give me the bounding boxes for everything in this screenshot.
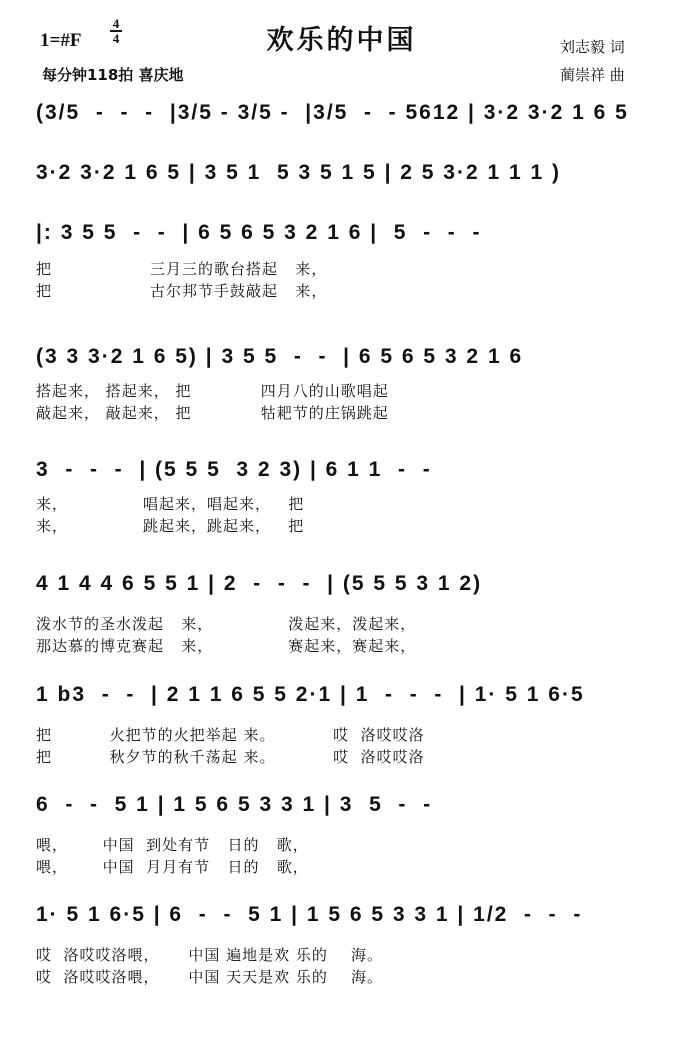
time-signature [110,17,122,45]
lyric-verse-2: 把 秋夕节的秋千荡起 来。 哎 洛哎哎洛 [36,748,425,766]
tempo-marking: 每分钟118拍 喜庆地 [42,66,184,84]
score-system-4 [36,342,652,424]
score-system-8 [36,790,652,878]
lyric-verse-2: 哎 洛哎哎洛喂， 中国 天天是欢 乐的 海。 [36,968,383,986]
lyric-verse-1: 泼水节的圣水泼起 来， 泼起来，泼起来， [36,615,417,633]
lyric-verse-2: 把 古尔邦节手鼓敲起 来， [36,282,328,300]
notation-line: (3/5 - - - |3/5 - 3/5 - |3/5 - - 5612 | 3·2 3·2 1 6 5 [36,101,629,124]
lyric-verse-1: 把 火把节的火把举起 来。 哎 洛哎哎洛 [36,726,425,744]
lyric-verse-1: 搭起来， 搭起来， 把 四月八的山歌唱起 [36,382,389,400]
notation-line: 1 b3 - - | 2 1 1 6 5 5 2·1 | 1 - - - | 1· 5 1 6·5 [36,683,585,706]
time-sig-top: 4 [112,16,120,31]
score-system-3 [36,218,652,302]
score-system-6 [36,569,652,657]
score-system-5 [36,455,652,537]
lyric-verse-2: 来， 跳起来，跳起来， 把 [36,517,305,535]
notation-line: 3·2 3·2 1 6 5 | 3 5 1 5 3 5 1 5 | 2 5 3·2 1 1 1 ) [36,161,562,184]
lyric-verse-1: 哎 洛哎哎洛喂， 中国 遍地是欢 乐的 海。 [36,946,383,964]
lyric-verse-1: 把 三月三的歌台搭起 来， [36,260,328,278]
score-system-1 [36,98,652,128]
notation-line: (3 3 3·2 1 6 5) | 3 5 5 - - | 6 5 6 5 3 2 1 6 [36,345,524,368]
notation-line: |: 3 5 5 - - | 6 5 6 5 3 2 1 6 | 5 - - - [36,221,482,244]
lyric-verse-2: 喂， 中国 月月有节 日的 歌， [36,858,309,876]
notation-line: 6 - - 5 1 | 1 5 6 5 3 3 1 | 3 5 - - [36,793,433,816]
score-system-2 [36,158,652,188]
page-title: 欢乐的中国 [266,25,417,56]
score-system-9 [36,900,652,988]
time-sig-bottom: 4 [112,31,120,46]
notation-line: 3 - - - | (5 5 5 3 2 3) | 6 1 1 - - [36,458,432,481]
notation-line: 1· 5 1 6·5 | 6 - - 5 1 | 1 5 6 5 3 3 1 | 1/2 - - - [36,903,583,926]
lyricist-credit: 刘志毅 词 [560,38,625,56]
lyric-verse-2: 那达慕的博克赛起 来， 赛起来，赛起来， [36,637,417,655]
lyric-verse-1: 喂， 中国 到处有节 日的 歌， [36,836,309,854]
composer-credit: 蔺崇祥 曲 [560,66,625,84]
key-signature: 1=#F [40,30,82,51]
lyric-verse-2: 敲起来， 敲起来， 把 牯耙节的庄锅跳起 [36,404,389,422]
lyric-verse-1: 来， 唱起来，唱起来， 把 [36,495,305,513]
score-system-7 [36,680,652,768]
notation-line: 4 1 4 4 6 5 5 1 | 2 - - - | (5 5 5 3 1 2) [36,572,483,595]
